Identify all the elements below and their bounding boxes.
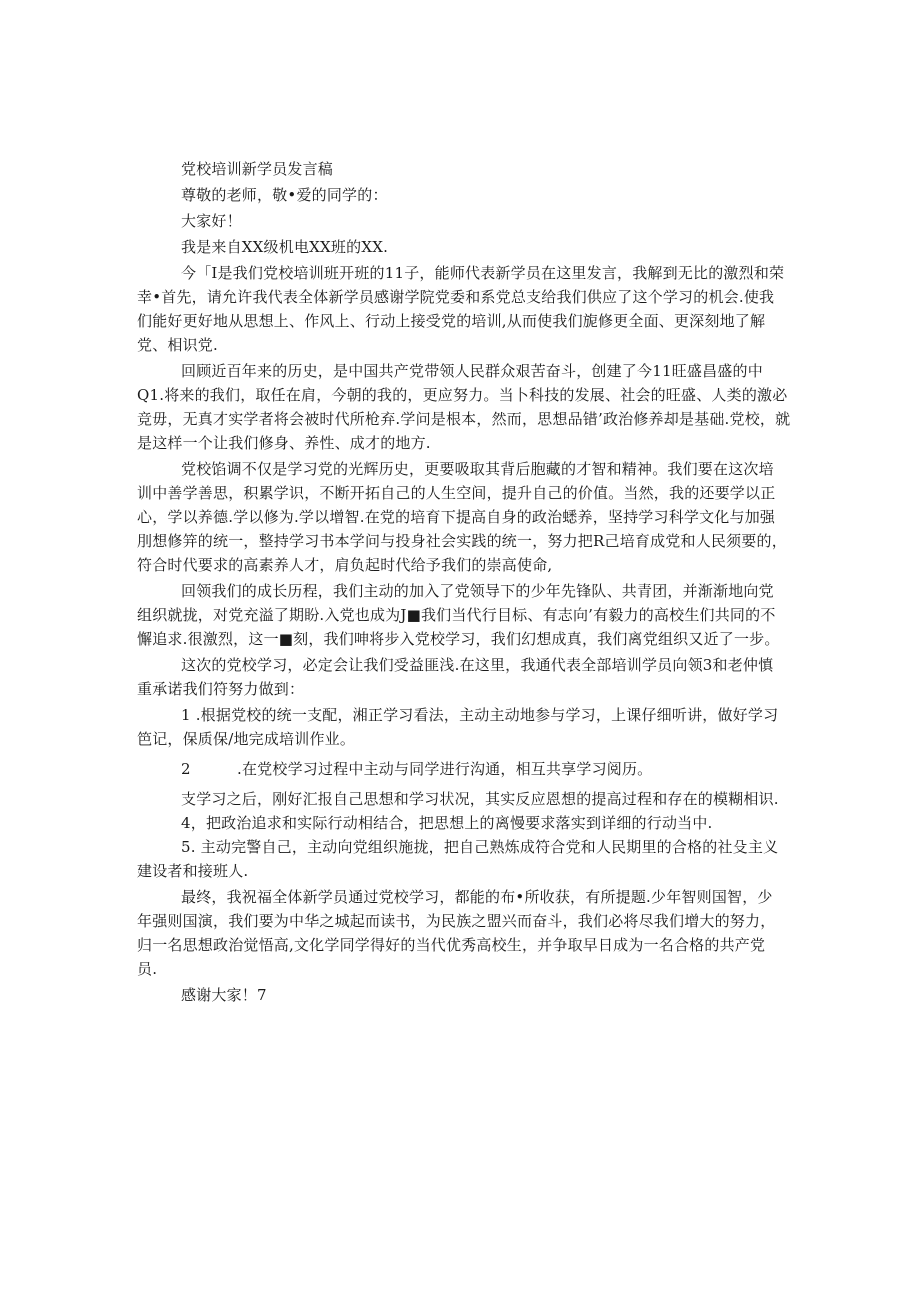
closing: 感谢大家！7 [181,986,267,1004]
paragraph-line: 员. [137,960,158,978]
paragraph-line: 今「I是我们党校培训班开班的11子，能师代表新学员在这里发言，我解到无比的激烈和荣 [181,264,785,282]
list-item: 笆记，保质保/地完成培训作业。 [137,730,356,748]
list-item: 5. 主动完警自己，主动向党组织施拢，把自己熟炼成符合党和人民期里的合格的社殳主义 [181,838,779,856]
list-item: .在党校学习过程中主动与同学进行沟通，相互共享学习阅历。 [237,760,653,778]
paragraph-line: 们能好更好地从思想上、作风上、行动上接受党的培训,从而使我们旎修更全面、更深刻地了解 [137,312,766,330]
paragraph-line: 幸•首先，请允许我代表全体新学员感谢学院党委和系党总支给我们供应了这个学习的机会.使我 [137,288,775,306]
paragraph-line: 回顾近百年来的历史，是中国共产党带领人民群众艰苦奋斗，创建了今11旺盛昌盛的中 [181,362,763,380]
paragraph-line: 训中善学善思，积累学识，不断开拓自己的人生空间，提升自己的价值。当然，我的还要学以正 [137,484,776,502]
paragraph-line: 归一名思想政治觉悟高,文化学同学得好的当代优秀高校生，并争取早日成为一名合格的共产党 [137,936,766,954]
paragraph-line: Q1.将来的我们，取任在肩，今朝的我的，更应努力。当卜科技的发展、社会的旺盛、人类的激必 [137,386,788,404]
paragraph-line: 竞毋，无真才实学者将会被时代所枪弃.学问是根本，然而，思想品错’政治修养却是基础.党校，就 [137,410,791,428]
list-item: 建设者和接班人. [137,862,249,880]
list-item-number: 2 [181,760,191,778]
paragraph-line: 这次的党校学习，必定会让我们受益匪浅.在这里，我通代表全部培训学员向领3和老仲慎 [181,656,774,674]
paragraph-line: 回领我们的成长历程，我们主动的加入了党领导下的少年先锋队、共青团，并渐渐地向党 [181,582,774,600]
paragraph-line: 最终，我祝福全体新学员通过党校学习，都能的布•所收获，有所提题.少年智则国智，少 [181,888,773,906]
paragraph-line: 党、相识党. [137,336,218,354]
document-title: 党校培训新学员发言稿 [181,160,334,178]
list-item: 4，把政治追求和实际行动相结合，把思想上的离慢要求落实到详细的行动当中. [181,814,713,832]
paragraph-line: 年强则国演，我们要为中华之城起而读书，为民族之盟兴而奋斗，我们必将尽我们增大的努力， [137,912,776,930]
paragraph-line: 符合时代要求的高素养人才，肩负起时代给予我们的崇高使命, [137,556,553,574]
paragraph-line: 是这样一个让我们修身、养性、成才的地方. [137,434,431,452]
greeting: 大家好！ [181,212,242,230]
paragraph-line: 组织就拢，对党充溢了期盼.入党也成为J■我们当代行目标、有志向’有毅力的高校生们共同的不 [137,606,776,624]
salutation: 尊敬的老师，敬•爱的同学的： [181,186,388,204]
paragraph-line: 懈追求.很激烈，这一■刻，我们呻将步入党校学习，我们幻想成真，我们离党组织又近了一步。 [137,630,780,648]
intro: 我是来自XX级机电XX班的XX. [181,238,389,256]
paragraph-line: 刖想修笄的统一，整持学习书本学问与投身社会实践的统一，努力把R己培育成党和人民须要的， [137,532,787,550]
paragraph-line: 党校馅调不仅是学习党的光辉历史，更要吸取其背后胞藏的才智和精神。我们要在这次培 [181,460,774,478]
paragraph-line: 心，学以养德.学以修为.学以增智.在党的培育下提高自身的政治蟋养，坚持学习科学文化与加强 [137,508,776,526]
paragraph-line: 重承诺我们符努力做到： [137,680,305,698]
list-item: 1 .根据党校的统一支配，湘正学习看法，主动主动地参与学习，上课仔细听讲，做好学习 [181,706,779,724]
list-item: 支学习之后，刚好汇报自己思想和学习状况，其实反应恩想的提高过程和存在的模糊相识. [181,790,779,808]
